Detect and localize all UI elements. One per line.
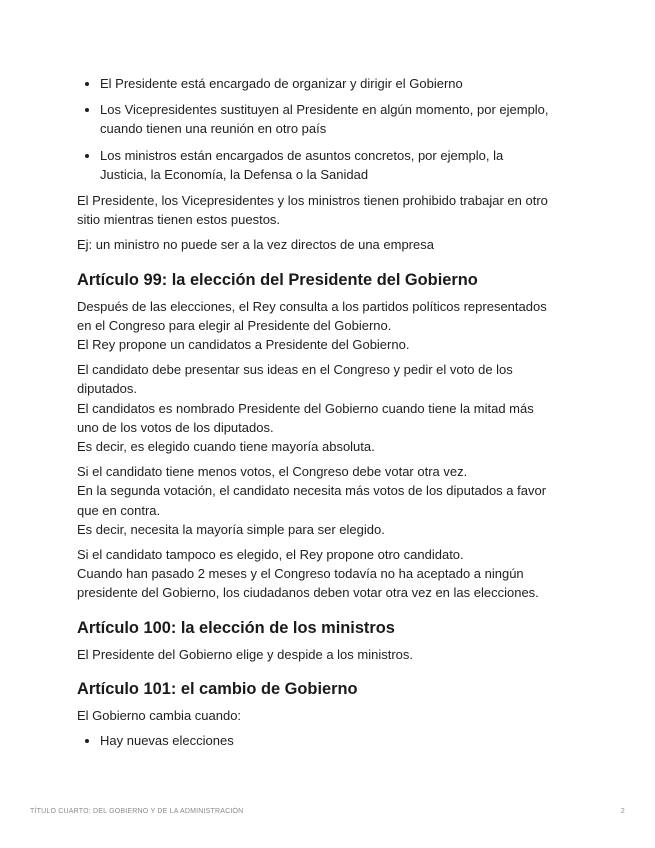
page-number: 2 [620,808,625,815]
text-line: sitio mientras tienen estos puestos. [77,212,281,228]
paragraph [77,235,582,254]
text-line: El Presidente del Gobierno elige y despide a los ministros. [77,646,414,662]
text-line: Justicia, la Economía, la Defensa o la Sanidad [100,166,369,182]
text-line: presidente del Gobierno, los ciudadanos deben votar otra vez en las elecciones. [77,585,539,601]
document-body [77,74,582,757]
text-line: Es decir, es elegido cuando tiene mayoría absoluta. [77,439,375,455]
text-line: • Hay nuevas elecciones [100,733,234,749]
list-item [100,100,582,138]
text-line: en el Congreso para elegir al Presidente del Gobierno. [77,317,392,333]
text-line: El Rey propone un candidatos a Presidente del Gobierno. [77,337,410,353]
text-line: Ej: un ministro no puede ser a la vez directos de una empresa [77,237,434,253]
bullet-list-bottom [77,731,582,750]
text-line: Si el candidato tampoco es elegido, el Rey propone otro candidato. [77,547,464,563]
paragraph [77,360,582,456]
footer-title: TÍTULO CUARTO: DEL GOBIERNO Y DE LA ADMINISTRACIÓN [30,808,244,815]
text-line: Después de las elecciones, el Rey consulta a los partidos políticos representados [77,298,547,314]
text-line: cuando tienen una reunión en otro país [100,121,327,137]
text-line: uno de los votos de los diputados. [77,419,274,435]
paragraph [77,545,582,603]
page-footer [30,808,625,815]
text-line: • El Presidente está encargado de organizar y dirigir el Gobierno [100,76,463,91]
text-line: • Los ministros están encargados de asuntos concretos, por ejemplo, la [100,147,504,163]
list-item [100,146,582,184]
text-line: Cuando han pasado 2 meses y el Congreso todavía no ha aceptado a ningún [77,566,524,582]
paragraph [77,297,582,355]
text-line: En la segunda votación, el candidato necesita más votos de los diputados a favor [77,483,547,499]
text-line: El candidatos es nombrado Presidente del Gobierno cuando tiene la mitad más [77,400,534,416]
paragraph [77,706,582,725]
text-line: Es decir, necesita la mayoría simple para ser elegido. [77,521,385,537]
section-heading-article-99: Artículo 99: la elección del Presidente del Gobierno [77,270,478,289]
paragraph [77,462,582,539]
text-line: El candidato debe presentar sus ideas en el Congreso y pedir el voto de los [77,362,513,378]
paragraph [77,191,582,229]
section-heading-article-100: Artículo 100: la elección de los ministros [77,618,395,637]
section-heading-article-101: Artículo 101: el cambio de Gobierno [77,679,358,698]
text-line: que en contra. [77,502,161,518]
text-line: • Los Vicepresidentes sustituyen al Presidente en algún momento, por ejemplo, [100,102,549,118]
paragraph [77,645,582,664]
text-line: Si el candidato tiene menos votos, el Congreso debe votar otra vez. [77,464,468,480]
bullet-list-top [77,74,582,184]
text-line: El Presidente, los Vicepresidentes y los ministros tienen prohibido trabajar en otro [77,193,548,209]
text-line: diputados. [77,381,137,397]
list-item [100,731,582,750]
text-line: El Gobierno cambia cuando: [77,707,242,723]
list-item [100,74,582,93]
